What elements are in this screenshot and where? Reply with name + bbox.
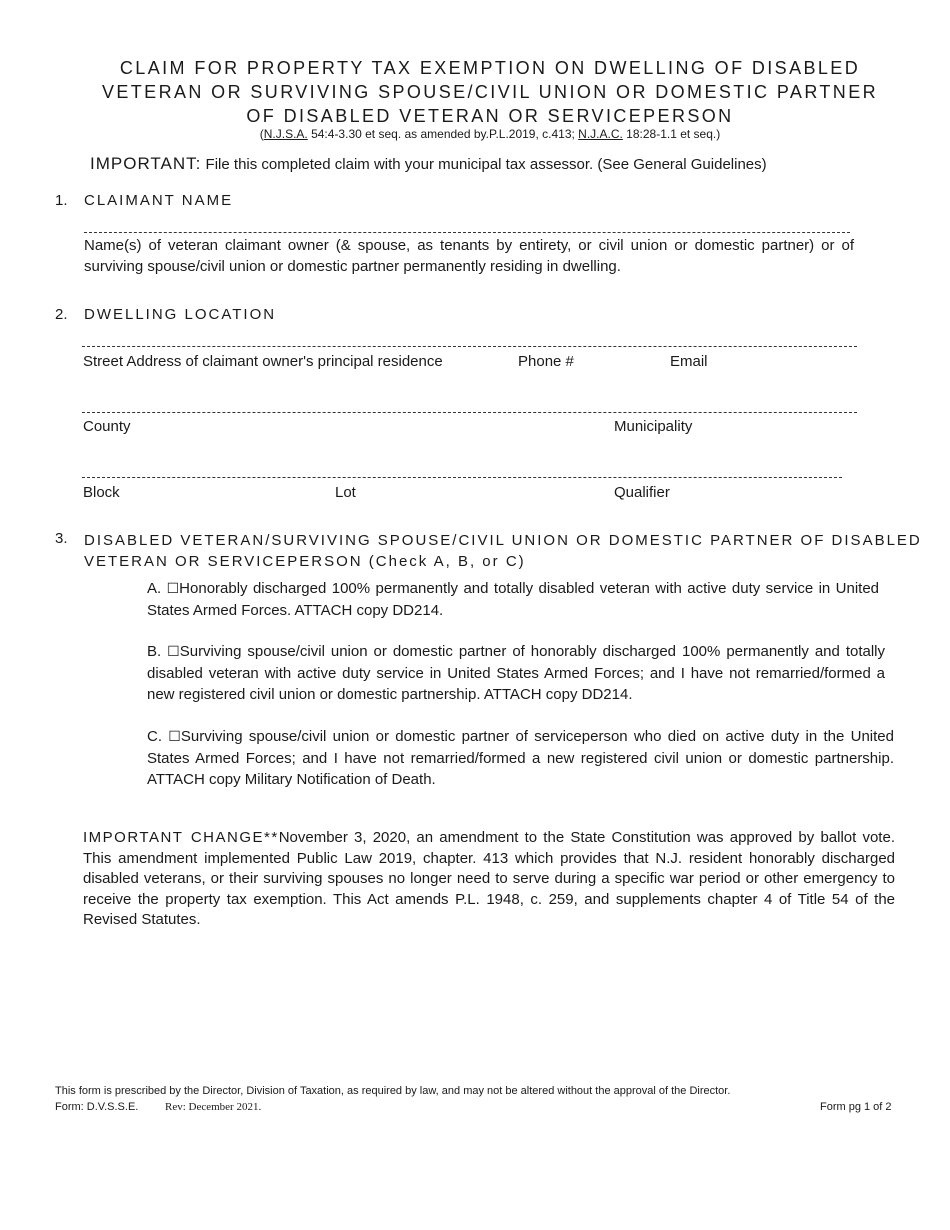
important-text: File this completed claim with your municipal tax assessor. (See General Guidelines)	[201, 156, 767, 173]
footer-revision: Rev: December 2021.	[165, 1101, 262, 1113]
footer-notice: This form is prescribed by the Director, Division of Taxation, as required by law, and may not be altered without the approval of the Director.	[55, 1085, 731, 1097]
county-label: County	[83, 418, 131, 435]
important-change-note	[83, 828, 895, 931]
county-municipality-field[interactable]	[82, 412, 857, 413]
municipality-label: Municipality	[614, 418, 693, 435]
option-b-letter: B.	[147, 643, 162, 660]
important-change-text: November 3, 2020, an amendment to the State Constitution was approved by ballot vote. This amendment implemented Public Law 2019, chapter. 413 which provides that N.J. resident honorably discharged disabled veterans, or their surviving spouses no longer need to serve during a specific war period or other emergency to receive the property tax exemption. This Act amends P.L. 1948, c. 259, and supplements chapter 4 of Title 54 of the Revised Statutes.	[83, 829, 895, 928]
block-label: Block	[83, 484, 120, 501]
statute-citation: (N.J.S.A. 54:4-3.30 et seq. as amended by.P.L.2019, c.413; N.J.A.C. 18:28-1.1 et seq.)	[259, 127, 721, 141]
option-b	[147, 641, 885, 705]
option-c	[147, 726, 894, 790]
section-3-number: 3.	[55, 530, 68, 547]
option-c-letter: C.	[147, 728, 162, 745]
option-a	[147, 578, 879, 621]
option-a-text: Honorably discharged 100% permanently and totally disabled veteran with active duty service in United States Armed Forces. ATTACH copy DD214.	[147, 580, 880, 619]
street-address-field[interactable]	[82, 346, 857, 347]
lot-label: Lot	[335, 484, 356, 501]
section-1-heading: CLAIMANT NAME	[84, 192, 234, 209]
footer-form-id: Form: D.V.S.S.E.	[55, 1101, 139, 1113]
important-notice	[90, 154, 767, 174]
qualifier-label: Qualifier	[614, 484, 670, 501]
option-b-text: Surviving spouse/civil union or domestic partner of honorably discharged 100% permanently and totally disabled veteran with active duty service in United States Armed Forces; and I have not remarried/formed a new registered civil union or domestic partnership. ATTACH copy DD214.	[147, 643, 885, 703]
section-2-number: 2.	[55, 306, 68, 323]
important-change-lead: IMPORTANT CHANGE**	[83, 829, 279, 846]
street-address-label: Street Address of claimant owner's principal residence	[83, 353, 443, 370]
claimant-name-description: Name(s) of veteran claimant owner (& spouse, as tenants by entirety, or civil union or domestic partner) or of surviving spouse/civil union or domestic partner permanently residing in dwelling.	[84, 237, 854, 275]
section-2-heading: DWELLING LOCATION	[84, 306, 277, 323]
section-3-heading-line-2: VETERAN OR SERVICEPERSON (Check A, B, or C)	[84, 553, 526, 570]
option-c-text: Surviving spouse/civil union or domestic partner of serviceperson who died on active duty in the United States Armed Forces; and I have not remarried/formed a new registered civil union or domestic partnership. ATTACH copy Military Notification of Death.	[147, 728, 894, 788]
njsa-link: N.J.S.A.	[263, 127, 308, 141]
section-3-heading-line-1: DISABLED VETERAN/SURVIVING SPOUSE/CIVIL UNION OR DOMESTIC PARTNER OF DISABLED	[84, 532, 922, 549]
email-label: Email	[670, 353, 708, 370]
option-b-checkbox-icon[interactable]: ☐	[167, 644, 180, 660]
option-a-letter: A.	[147, 580, 162, 597]
title-line-1: CLAIM FOR PROPERTY TAX EXEMPTION ON DWELLING OF DISABLED	[119, 58, 861, 78]
claimant-name-field[interactable]	[84, 232, 850, 233]
njac-link: N.J.A.C.	[578, 127, 623, 141]
option-a-checkbox-icon[interactable]: ☐	[166, 581, 180, 597]
footer-page-number: Form pg 1 of 2	[820, 1101, 892, 1113]
title-line-3: OF DISABLED VETERAN OR SERVICEPERSON	[246, 106, 734, 126]
section-1-number: 1.	[55, 192, 68, 209]
block-lot-qualifier-field[interactable]	[82, 477, 842, 478]
phone-label: Phone #	[518, 353, 574, 370]
title-line-2: VETERAN OR SURVIVING SPOUSE/CIVIL UNION OR DOMESTIC PARTNER	[101, 82, 879, 102]
section-3-heading	[84, 530, 922, 572]
important-lead: IMPORTANT:	[90, 154, 202, 173]
option-c-checkbox-icon[interactable]: ☐	[168, 729, 181, 745]
form-title	[60, 56, 920, 128]
